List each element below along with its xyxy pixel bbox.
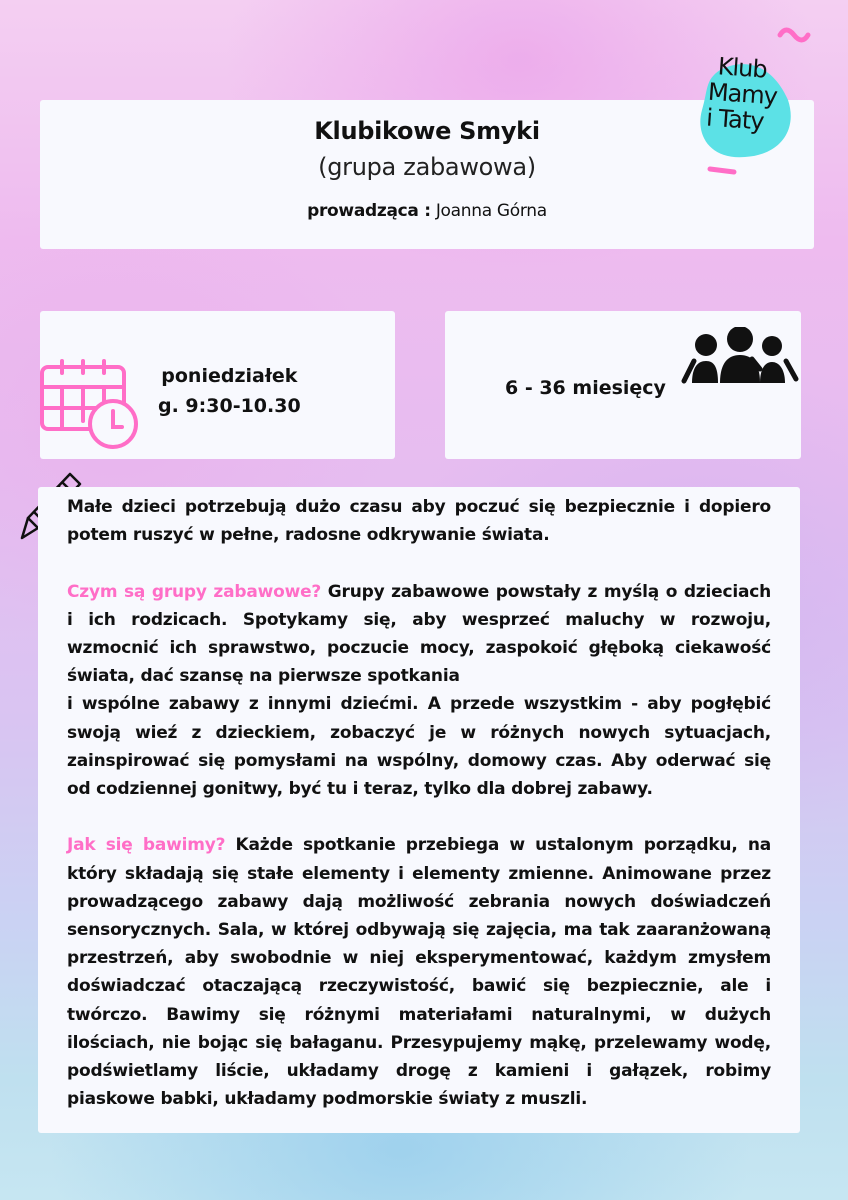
schedule-day: poniedziałek xyxy=(161,365,298,387)
leader-line xyxy=(40,201,814,221)
leader-name: Joanna Górna xyxy=(435,201,547,221)
section-text: Grupy zabawowe powstały z myślą o dzieciach i ich rodzicach. Spotykamy się, aby wesprzeć maluchy w rozwoju, wzmocnić ich sprawstwo, poczucie mocy, zaspokoić głęboką ciekawość świata, dać szansę na pierwsze spotkania xyxy=(67,581,771,687)
description-card xyxy=(38,487,800,1133)
description-text xyxy=(67,493,771,1142)
section-what-are-playgroups-cont: i wspólne zabawy z innymi dziećmi. A przede wszystkim - aby pogłębić swoją wieź z dzieckiem, zobaczyć je w różnych nowych sytuacjach, zainspirować się pomysłami na wspólny, domowy czas. Aby oderwać się od codziennej gonitwy, być tu i teraz, tylko dla dobrej zabawy. xyxy=(67,694,771,800)
page-title: Klubikowe Smyki xyxy=(314,117,540,145)
age-range: 6 - 36 miesięcy xyxy=(505,377,666,399)
section-what-are-playgroups xyxy=(67,578,771,691)
logo-line-1: Klub xyxy=(716,52,768,84)
club-logo xyxy=(680,15,820,185)
calendar-clock-icon xyxy=(40,359,140,455)
section-how-we-play xyxy=(67,831,771,1113)
logo-line-3: i Taty xyxy=(705,103,765,136)
section-heading: Czym są grupy zabawowe? xyxy=(67,581,322,602)
leader-label: prowadząca : xyxy=(307,201,431,221)
schedule-card xyxy=(40,311,395,459)
section-heading: Jak się bawimy? xyxy=(67,835,226,856)
logo-line-2: Mamy xyxy=(707,77,778,111)
people-group-icon xyxy=(680,327,800,393)
schedule-time: g. 9:30-10.30 xyxy=(158,395,301,417)
page-subtitle: (grupa zabawowa) xyxy=(318,153,536,181)
intro-paragraph: Małe dzieci potrzebują dużo czasu aby poczuć się bezpiecznie i dopiero potem ruszyć w pełne, radosne odkrywanie świata. xyxy=(67,497,771,546)
age-card xyxy=(445,311,801,459)
section-text: Każde spotkanie przebiega w ustalonym porządku, na który składają się stałe elementy i elementy zmienne. Animowane przez prowadzącego zabawy dają możliwość zebrania nowych doświadczeń sensorycznych. Sala, w której odbywają się zajęcia, ma tak zaaranżowaną przestrzeń, aby swobodnie w niej eksperymentować, każdym zmysłem doświadczać otaczającą rzeczywistość, bawić się bezpiecznie, ale i twórczo. Bawimy się różnymi materiałami naturalnymi, w dużych ilościach, nie bojąc się bałaganu. Przesypujemy mąkę, przelewamy wodę, podświetlamy liście, układamy drogę z kamieni i gałązek, robimy piaskowe babki, układamy podmorskie światy z muszli. xyxy=(67,835,772,1110)
schedule-text xyxy=(158,361,301,421)
